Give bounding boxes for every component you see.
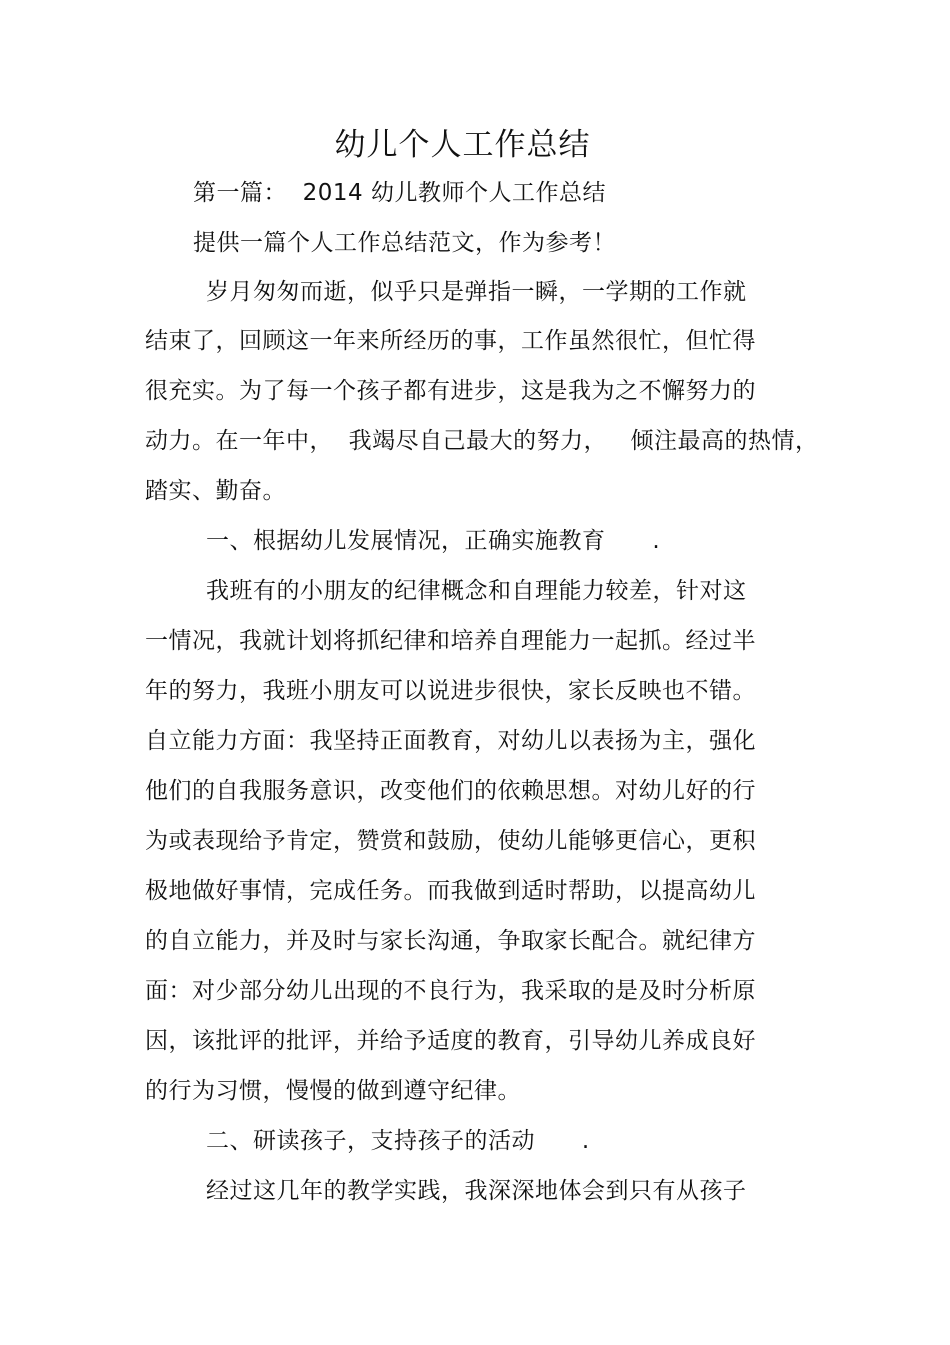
paragraph-line: 结束了，回顾这一年来所经历的事，工作虽然很忙，但忙得 <box>145 328 756 354</box>
paragraph-line: 一情况，我就计划将抓纪律和培养自理能力一起抓。经过半 <box>145 628 756 654</box>
chapter-heading: 第一篇： 2014 幼儿教师个人工作总结 <box>193 180 606 206</box>
paragraph-line: 他们的自我服务意识，改变他们的依赖思想。对幼儿好的行 <box>145 778 756 804</box>
paragraph-line: 因，该批评的批评，并给予适度的教育，引导幼儿养成良好 <box>145 1028 756 1054</box>
paragraph-line: 踏实、勤奋。 <box>145 478 286 504</box>
paragraph-line: 的行为习惯，慢慢的做到遵守纪律。 <box>145 1078 521 1104</box>
paragraph-line: 为或表现给予肯定，赞赏和鼓励，使幼儿能够更信心，更积 <box>145 828 756 854</box>
paragraph-line: 自立能力方面：我坚持正面教育，对幼儿以表扬为主，强化 <box>145 728 756 754</box>
paragraph-line: 面：对少部分幼儿出现的不良行为，我采取的是及时分析原 <box>145 978 756 1004</box>
paragraph-line: 的自立能力，并及时与家长沟通，争取家长配合。就纪律方 <box>145 928 756 954</box>
paragraph-line: 经过这几年的教学实践，我深深地体会到只有从孩子 <box>206 1178 747 1204</box>
paragraph-line: 年的努力，我班小朋友可以说进步很快，家长反映也不错。 <box>145 678 756 704</box>
document-title: 幼儿个人工作总结 <box>334 127 591 163</box>
paragraph-line: 极地做好事情，完成任务。而我做到适时帮助，以提高幼儿 <box>145 878 756 904</box>
section-heading: 二、研读孩子，支持孩子的活动 . <box>206 1128 590 1154</box>
paragraph-line: 很充实。为了每一个孩子都有进步，这是我为之不懈努力的 <box>145 378 756 404</box>
paragraph-line: 动力。在一年中， 我竭尽自己最大的努力， 倾注最高的热情， <box>145 428 819 454</box>
section-heading: 一、根据幼儿发展情况，正确实施教育 . <box>206 528 661 554</box>
intro-line: 提供一篇个人工作总结范文，作为参考！ <box>193 230 616 256</box>
paragraph-line: 我班有的小朋友的纪律概念和自理能力较差，针对这 <box>206 578 747 604</box>
paragraph-line: 岁月匆匆而逝，似乎只是弹指一瞬，一学期的工作就 <box>206 279 747 305</box>
